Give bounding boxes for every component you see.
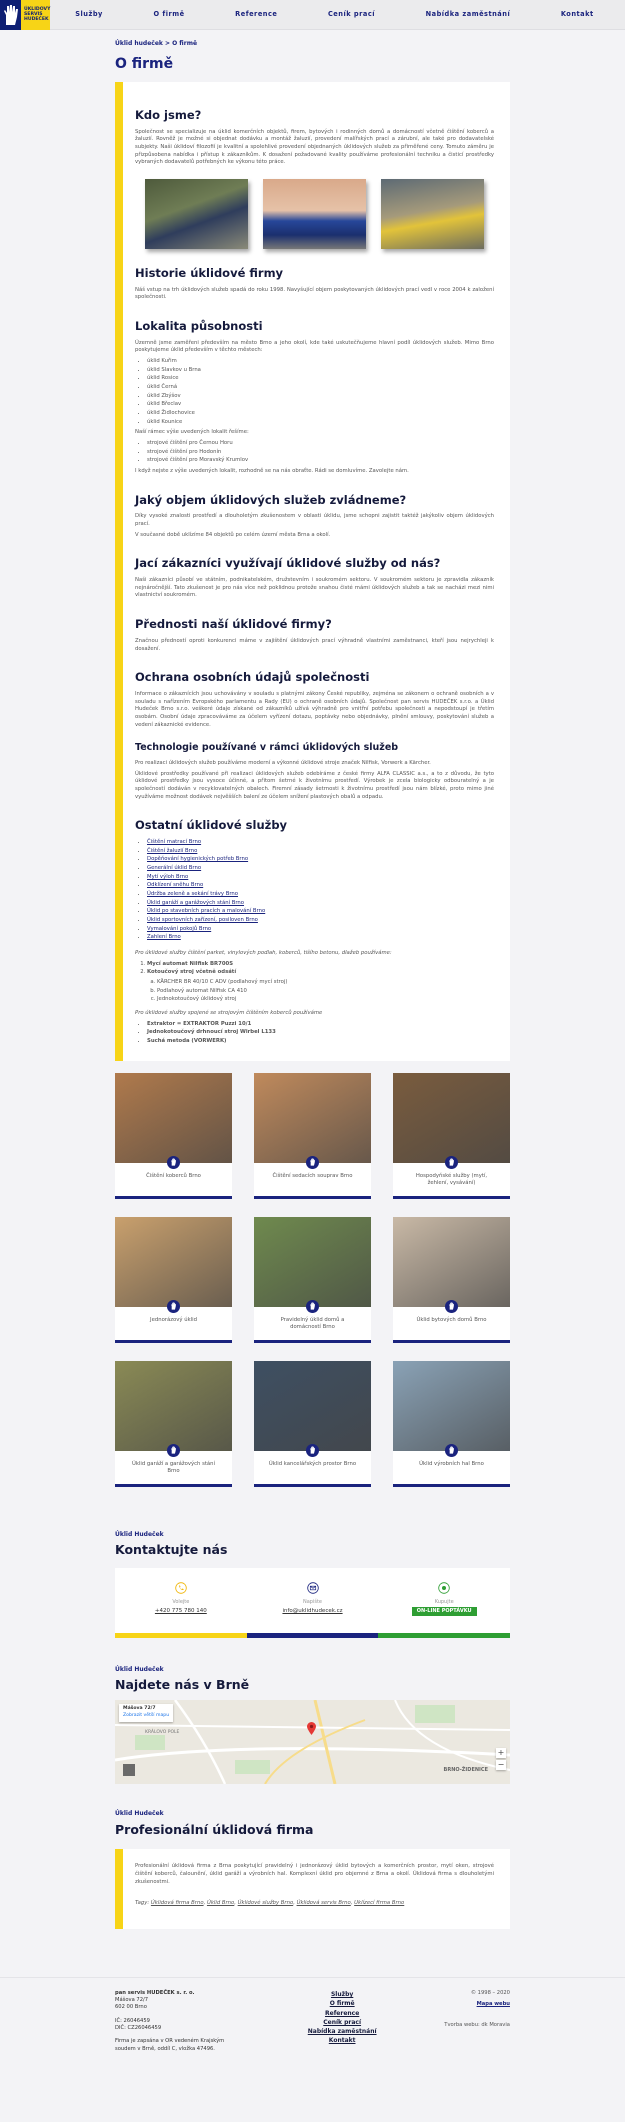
list-item: Extraktor = EXTRAKTOR Puzzi 10/1 bbox=[147, 1020, 252, 1027]
list-item: • úklid Kuřim bbox=[147, 358, 494, 366]
service-label: Úklid bytových domů Brno bbox=[416, 1316, 487, 1323]
contact-title: Kontaktujte nás bbox=[115, 1542, 228, 1558]
service-link[interactable]: Čištění matrací Brno bbox=[147, 839, 202, 845]
tag-link[interactable]: Úklidová servis Brno bbox=[296, 1900, 351, 1907]
text-who: Společnost se specializuje na úklid komerčních objektů, firem, bytových i rodinných domů a domácností včetně čištění koberců a žaluzií. Rovněž je možné si objednat dodávku a montáž žaluzií, provedení malířských prací a zárubní, ale také pro dodavatelské subjekty. Naši úklidoví filozofií je kvalitní a spolehlivé provedení objednaných úklidových služeb za přiměřené ceny. Tomuto záměru je přizpůsobena nabídka i přístup k zákazníkům. K dosažení požadované kvality používáme profesionální techniku a čisticí prostředky vybraných dodavatelů potřebných ke výkonu této práce. bbox=[135, 128, 494, 166]
heading-other: Ostatní úklidové služby bbox=[135, 818, 288, 833]
nav-item-kontakt[interactable]: Kontakt bbox=[560, 9, 594, 18]
heading-customers: Jací zákazníci využívají úklidové služby od nás? bbox=[135, 556, 441, 571]
service-photo bbox=[115, 1361, 232, 1451]
footer-register: Firma je zapsána v OR vedeném Krajským soudem v Brně, oddíl C, vložka 47496. bbox=[115, 2038, 225, 2052]
list-item: • úklid Zbýšov bbox=[147, 393, 494, 401]
text-locality-2: Naší rámec výše uvedených lokalit řešíme: bbox=[135, 429, 249, 436]
hand-icon bbox=[167, 1300, 180, 1313]
map-kicker: Úklid Hudeček bbox=[115, 1665, 164, 1673]
order-icon bbox=[438, 1589, 450, 1596]
map-area-label: BRNO-ŽIDENICE bbox=[443, 1767, 488, 1774]
service-link[interactable]: Generální úklid Brno bbox=[147, 865, 202, 872]
service-link[interactable]: Vymalování pokojů Brno bbox=[147, 925, 212, 932]
text-customers: Naši zákazníci působí ve státním, podnikatelském, družstevním i soukromém sektoru. V soukromém sektoru je zpravidla zákazník nejnáročnější. Tato zkušenost je pro nás více než poklidnou protože snahou čisté mámi úklidových služeb a tak se nacházi mezi nimi vlastnictví soukromém. bbox=[135, 577, 494, 599]
text-volume: Díky vysoké znalosti prostředí a dlouholetým zkušenostem v oblasti úklidu, jsme schopni zajistit taktéž jakýkoliv objem úklidových prací. bbox=[135, 513, 494, 528]
machine-item: Mycí automat Nilfisk BR700S bbox=[147, 960, 234, 967]
list-item: Suchá metoda (VORWERK) bbox=[147, 1038, 227, 1045]
online-order-button[interactable]: ON-LINE POPTÁVKU bbox=[412, 1607, 477, 1616]
contact-order bbox=[378, 1568, 510, 1633]
service-link[interactable]: Úklid po stavebních pracích a malování Brno bbox=[147, 908, 266, 915]
service-photo bbox=[393, 1073, 510, 1163]
zoom-in-button[interactable]: + bbox=[497, 1748, 505, 1758]
footer-meta bbox=[444, 1990, 510, 2053]
footer-company bbox=[115, 1990, 240, 2053]
phone-link[interactable]: +420 775 780 140 bbox=[154, 1607, 207, 1614]
service-card[interactable] bbox=[393, 1217, 510, 1343]
list-item: Jednokotoučový drhnoucí stroj Wirbel L133 bbox=[147, 1029, 276, 1036]
machine-sublist bbox=[157, 979, 494, 1004]
list-item: • úklid Slavkov u Brna bbox=[147, 367, 494, 375]
nav-item-reference[interactable]: Reference bbox=[235, 9, 278, 18]
photo-gallery bbox=[145, 179, 484, 249]
list-item: • úklid Židlochovice bbox=[147, 410, 494, 418]
footer-ic: IČ: 26046459 bbox=[115, 2017, 150, 2024]
breadcrumb-separator: > bbox=[164, 40, 171, 47]
list-item: • strojové čištění pro Moravský Krumlov bbox=[147, 457, 494, 465]
heading-advantages: Přednosti naší úklidové firmy? bbox=[135, 617, 332, 632]
heading-who: Kdo jsme? bbox=[135, 107, 202, 122]
service-card[interactable] bbox=[115, 1361, 232, 1487]
hand-icon bbox=[445, 1300, 458, 1313]
hand-icon bbox=[306, 1156, 319, 1169]
tag-link[interactable]: Úklidové služby Brno bbox=[237, 1900, 294, 1907]
footer bbox=[0, 1977, 625, 2087]
contact-box bbox=[115, 1568, 510, 1633]
text-privacy: Informace o zákaznících jsou uchovávány v souladu s platnými zákony České republiky, zejména se zákonem o ochraně osobních a v souladu s nařízením Evropského parlamentu a Rady (EU) o ochraně osobních údajů. Společnost pan servis HUDEČEK s.r.o. a Úklid Hudeček Brno s.r.o. veškeré údaje získané od zákazníků užívá výhradně pro vnitřní potřebu společnosti a nepodstoupí je třetím osobám. Osobní údaje zpracováváme za účelem vyřízení dotazu, poptávky nebo objednávky, plnění smlouvy, poskytování služeb a vedení zákaznické evidence. bbox=[135, 690, 494, 728]
text-history: Náš vstup na trh úklidových služeb spadá do roku 1998. Navyšující objem poskytovaných úklidových prací vedl v roce 2004 k založení společnosti. bbox=[135, 286, 494, 301]
logo-wordmark: ÚKLIDOVÝ SERVIS HUDEČEK bbox=[21, 0, 50, 30]
email-label: Napište bbox=[303, 1599, 323, 1606]
service-photo bbox=[393, 1361, 510, 1451]
nav-item-cenik[interactable]: Ceník prací bbox=[327, 9, 376, 18]
service-link[interactable]: Úklid garáží a garážových stání Brno bbox=[147, 899, 245, 906]
footer-dic: DIČ: CZ26046459 bbox=[115, 2025, 162, 2032]
service-photo bbox=[254, 1073, 371, 1163]
text-machines: Pro úklidové služby čištění parket, vinylových podlah, koberců, tišího betonu, dlažeb používáme: bbox=[135, 950, 392, 957]
hand-icon bbox=[445, 1444, 458, 1457]
text-locality-3: I když nejste z výše uvedených lokalit, rozhodně se na nás obraťte. Rádi se domluvíme. Zavolejte nám. bbox=[135, 468, 409, 475]
footer-link[interactable]: Nabídka zaměstnání bbox=[307, 2028, 377, 2036]
footer-nav bbox=[308, 1990, 377, 2053]
sitemap-link[interactable]: Mapa webu bbox=[476, 2001, 510, 2008]
pro-card bbox=[115, 1849, 510, 1929]
logo[interactable] bbox=[0, 0, 50, 30]
breadcrumb bbox=[115, 40, 510, 49]
footer-link[interactable]: O firmě bbox=[329, 2000, 355, 2008]
service-photo bbox=[393, 1217, 510, 1307]
hand-icon bbox=[306, 1444, 319, 1457]
service-card[interactable] bbox=[254, 1361, 371, 1487]
list-item: a. KÄRCHER BR 40/10 C ADV (podlahový mycí stroj) bbox=[157, 979, 494, 987]
contact-phone bbox=[115, 1568, 247, 1633]
pro-tags: Tagy: Úklidová firma Brno, Úklid Brno, Úklidové služby Brno, Úklidová servis Brno, Uklízecí firma Brno bbox=[135, 1900, 405, 1907]
zoom-out-button[interactable]: − bbox=[497, 1760, 505, 1770]
services-grid bbox=[115, 1073, 510, 1487]
hand-icon bbox=[167, 1444, 180, 1457]
text-tech: Pro realizaci úklidových služeb používáme moderní a výkonné úklidové stroje značek Nilfisk, Vorwerk a Kärcher. bbox=[135, 759, 431, 766]
service-card[interactable] bbox=[393, 1361, 510, 1487]
nav-item-sluzby[interactable]: Služby bbox=[75, 9, 103, 18]
hand-icon bbox=[306, 1300, 319, 1313]
footer-address-1: Mášova 72/7 bbox=[115, 1997, 149, 2004]
photo-worker-cleaning[interactable] bbox=[145, 179, 248, 249]
footer-link[interactable]: Ceník prací bbox=[323, 2018, 362, 2026]
list-item: b. Podlahový automat Nilfisk CA 410 bbox=[157, 988, 494, 996]
map-satellite-toggle[interactable] bbox=[123, 1764, 135, 1776]
breadcrumb-home[interactable]: Úklid hudeček bbox=[115, 40, 163, 47]
heading-volume: Jaký objem úklidových služeb zvládneme? bbox=[135, 492, 407, 507]
text-volume-2: V současné době uklízíme 84 objektů po celém území města Brna a okolí. bbox=[135, 531, 331, 538]
tag-link[interactable]: Úklid Brno bbox=[206, 1900, 235, 1907]
service-label: Úklid kancelářských prostor Brno bbox=[268, 1460, 357, 1467]
service-label: Úklid garáží a garážových stání Brno bbox=[131, 1460, 216, 1475]
service-link[interactable]: Úklid sportovních zařízení, posiloven Brno bbox=[147, 917, 258, 924]
tag-link[interactable]: Úklidová firma Brno bbox=[150, 1900, 204, 1907]
heading-history: Historie úklidové firmy bbox=[135, 266, 284, 281]
service-link[interactable]: Údržba zeleně a sekání trávy Brno bbox=[147, 891, 239, 898]
page-title: O firmě bbox=[115, 55, 174, 72]
copyright: © 1998 – 2020 bbox=[470, 1989, 510, 1996]
heading-privacy: Ochrana osobních údajů společnosti bbox=[135, 670, 370, 685]
nav-item-o-firme[interactable]: O firmě bbox=[153, 9, 185, 18]
list-item: • úklid Rosice bbox=[147, 375, 494, 383]
top-navigation bbox=[0, 0, 625, 30]
extra-list bbox=[147, 440, 494, 465]
heading-tech: Technologie používané v rámci úklidových služeb bbox=[135, 742, 399, 754]
list-item: • strojové čištění pro Černou Horu bbox=[147, 440, 494, 448]
phone-icon bbox=[175, 1589, 187, 1596]
contact-email bbox=[247, 1568, 379, 1633]
mail-icon bbox=[307, 1589, 319, 1596]
service-link[interactable]: Dopěňování hygienických potřeb Brno bbox=[147, 856, 249, 863]
service-card[interactable] bbox=[393, 1073, 510, 1199]
service-label: Pravidelný úklid domů a domácností Brno bbox=[280, 1316, 345, 1331]
hand-icon bbox=[167, 1156, 180, 1169]
phone-label: Volejte bbox=[172, 1599, 190, 1606]
order-label: Kupujte bbox=[434, 1599, 454, 1606]
service-link[interactable]: Čištění žaluzií Brno bbox=[147, 847, 198, 854]
service-link[interactable]: Mytí výloh Brno bbox=[147, 873, 189, 880]
map-title: Najdete nás v Brně bbox=[115, 1677, 250, 1693]
footer-company-name: pan servis HUDEČEK s. r. o. bbox=[115, 1989, 195, 1996]
map-pin-icon[interactable] bbox=[307, 1722, 316, 1739]
list-item: c. Jednokotoučový úklidový stroj bbox=[157, 996, 494, 1004]
list-item: • úklid Břeclav bbox=[147, 401, 494, 409]
about-card bbox=[115, 82, 510, 1061]
service-card[interactable] bbox=[254, 1073, 371, 1199]
machine-list bbox=[147, 961, 494, 1004]
service-photo bbox=[115, 1073, 232, 1163]
contact-color-stripes bbox=[115, 1633, 510, 1638]
accent-bar bbox=[115, 1849, 123, 1929]
list-item: • strojové čištění pro Hodonín bbox=[147, 449, 494, 457]
service-photo bbox=[254, 1361, 371, 1451]
carpet-machine-list bbox=[147, 1021, 494, 1046]
footer-link[interactable]: Služby bbox=[330, 1990, 354, 1998]
footer-link[interactable]: Kontakt bbox=[328, 2037, 356, 2045]
web-credit: Tvorba webu: dk Moravia bbox=[444, 2022, 510, 2029]
pro-title: Profesionální úklidová firma bbox=[115, 1822, 314, 1838]
pro-kicker: Úklid Hudeček bbox=[115, 1810, 164, 1818]
embedded-map[interactable] bbox=[115, 1700, 510, 1784]
stripe-navy bbox=[247, 1633, 379, 1638]
service-label: Čištění sedacích souprav Brno bbox=[272, 1172, 353, 1179]
map-place-name: Mášova 72/7 bbox=[123, 1706, 156, 1712]
other-services-list bbox=[147, 839, 494, 942]
map-larger-link[interactable]: Zobrazit větší mapu bbox=[123, 1713, 170, 1719]
service-label: Jednorázový úklid bbox=[150, 1316, 197, 1323]
footer-address-2: 602 00 Brno bbox=[115, 2004, 147, 2011]
service-link[interactable]: Zahlení Brno bbox=[147, 934, 181, 941]
service-card[interactable] bbox=[254, 1217, 371, 1343]
photo-sweeper-machine[interactable] bbox=[381, 179, 484, 249]
service-label: Čištění koberců Brno bbox=[146, 1172, 201, 1179]
service-link[interactable]: Odklízení sněhu Brno bbox=[147, 882, 204, 889]
list-item: • úklid Kounice bbox=[147, 419, 494, 427]
text-locality: Územně jsme zaměřeni především na město Brno a jeho okolí, kde také uskutečňujeme hlavní podíl úklidových služeb. Mimo Brno poskytujeme úklid především v těchto městech: bbox=[135, 339, 494, 354]
tags-prefix: Tagy: bbox=[135, 1900, 150, 1907]
service-label: Úklid výrobních hal Brno bbox=[419, 1460, 484, 1467]
service-card[interactable] bbox=[115, 1217, 232, 1343]
map-place-card bbox=[119, 1704, 173, 1721]
map-area-label: KRÁLOVO POLE bbox=[145, 1730, 180, 1736]
stripe-yellow bbox=[115, 1633, 247, 1638]
breadcrumb-current[interactable]: O firmě bbox=[172, 40, 198, 47]
list-item: • úklid Černá bbox=[147, 384, 494, 392]
hand-logo-icon bbox=[0, 0, 21, 30]
service-photo bbox=[115, 1217, 232, 1307]
contact-kicker: Úklid Hudeček bbox=[115, 1530, 164, 1538]
email-link[interactable]: info@uklidhudecek.cz bbox=[282, 1607, 343, 1614]
heading-locality: Lokalita působnosti bbox=[135, 319, 263, 334]
pro-text: Profesionální úklidová firma z Brna poskytující pravidelný i jednorázový úklid bytových a komerčních prostor, mytí oken, strojové čištění koberců, čalounění, úklid garáží a výrobních hal. Komplexní úklid pro objemné z Brna a okolí. Úklidová firma s dlouholetými zkušenostmi. bbox=[135, 1863, 494, 1885]
service-label: Hospodyňské služby (mytí, žehlení, vysávání) bbox=[415, 1172, 488, 1187]
stripe-green bbox=[378, 1633, 510, 1638]
machine-item: Kotoučový stroj včetně odsátí bbox=[147, 969, 237, 976]
accent-bar bbox=[115, 82, 123, 1061]
footer-link[interactable]: Reference bbox=[325, 2009, 360, 2017]
hand-icon bbox=[445, 1156, 458, 1169]
service-card[interactable] bbox=[115, 1073, 232, 1199]
photo-company-car[interactable] bbox=[263, 179, 366, 249]
text-tech-2: Úklidové prostředky používané při realizaci úklidových služeb odebíráme z české firmy ALFA CLASSIC a.s., a to z důvodu, že tyto úklidové prostředky jsou vysoce účinné, a přitom šetrné k životnímu prostředí. Výrobek je zcela biologicky odbouratelný a je společností dodáván v recyklovatelných obalech. Firemní zásady šetrnosti k životnímu prostředí jsou nám blízké, proto mimo jiné využíváme možnost dodávek nejvěšších balení ze účelem snížení plastových obalů a odpadu. bbox=[135, 770, 494, 800]
text-carpets: Pro úklidové služby spojené se strojovým čištěním koberců používáme bbox=[135, 1010, 323, 1017]
tag-link[interactable]: Uklízecí firma Brno bbox=[354, 1900, 405, 1907]
nav-menu bbox=[50, 10, 625, 20]
city-list bbox=[147, 358, 494, 426]
service-photo bbox=[254, 1217, 371, 1307]
nav-item-nabidka[interactable]: Nabídka zaměstnání bbox=[425, 9, 511, 18]
text-advantages: Značnou předností oproti konkurenci máme v zajištění úklidových prací výhradně vlastními zaměstnanci, kteří jsou nejrychleji k dosažení. bbox=[135, 637, 494, 652]
